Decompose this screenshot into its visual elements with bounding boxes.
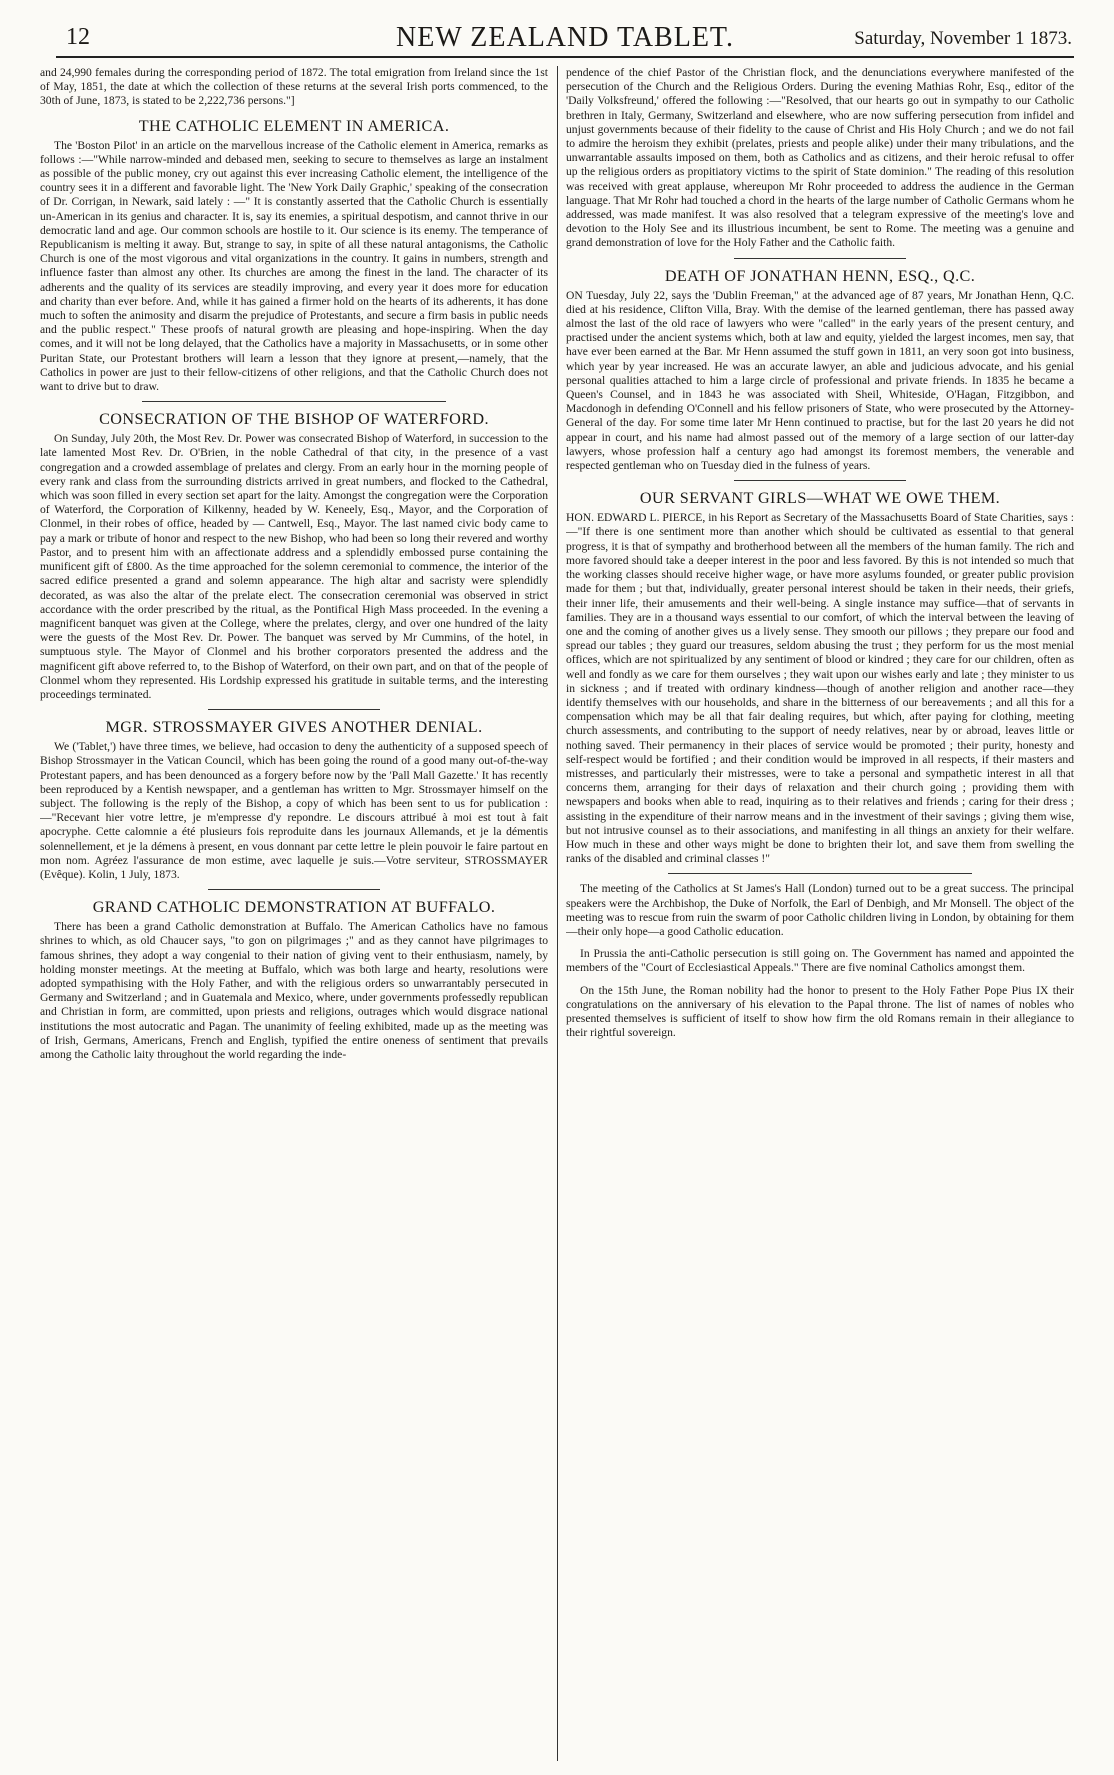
page-number: 12 bbox=[66, 24, 90, 50]
section-divider bbox=[734, 258, 907, 259]
strossmayer-heading: MGR. STROSSMAYER GIVES ANOTHER DENIAL. bbox=[105, 718, 483, 737]
left-column bbox=[40, 66, 548, 1761]
masthead bbox=[56, 22, 1074, 58]
issue-date: Saturday, November 1 1873. bbox=[854, 28, 1072, 49]
section-divider bbox=[208, 889, 381, 890]
henn-heading: DEATH OF JONATHAN HENN, ESQ., Q.C. bbox=[664, 266, 976, 285]
henn-text: ON Tuesday, July 22, says the 'Dublin Freeman," at the advanced age of 87 years, Mr Jonathan Henn, Q.C. died at his residence, Clifton Villa, Bray. With the demise of the learned gentleman, there has passed away almost the last of the old race of lawyers who were "called" in the early years of the present century, and practised under the ancient systems which, both at law and equity, yielded the largest incomes, men say, that have ever been earned at the Bar. Mr Henn assumed the stuff gown in 1811, an very soon got into business, which year by year increased. He was an accurate lawyer, an able and judicious advocate, and his genial personal qualities attached to him a large circle of professional and private friends. In 1835 he became a Queen's Counsel, and in 1843 he was associated with Sheil, Whiteside, O'Hagan, Fitzgibbon, and Macdonogh in defending O'Connell and his fellow prisoners of State, who were prosecuted by the Attorney-General of the day. For some time later Mr Henn continued to practise, but for the last 20 years he did not appear in court, and his name had almost passed out of the memory of a large section of our latter-day lawyers, whose profession half a century ago had amongst its foremost members, the venerable and respected gentleman who on Tuesday died in the fulness of years. bbox=[566, 288, 1074, 473]
emigration-paragraph: and 24,990 females during the corresponding period of 1872. The total emigration from Ireland since the 1st of May, 1851, the date at which the collection of these returns at the several Irish ports commenced, to the 30th of June, 1873, is stated to be 2,222,736 persons."] bbox=[40, 66, 548, 108]
servant-girls-heading: OUR SERVANT GIRLS—WHAT WE OWE THEM. bbox=[639, 489, 1001, 508]
buffalo-text: There has been a grand Catholic demonstration at Buffalo. The American Catholics have no famous shrines to which, as old Chaucer says, "to gon on pilgrimages ;" and as they cannot have pilgrimages to famous shrines, they adopt a way congenial to their nation of giving vent to their enthusiasm, namely, by holding monster meetings. At the meeting at Buffalo, which was both large and hearty, resolutions were adopted sympathising with the Holy Father, and with the religious orders so unwarrantably persecuted in Germany and Switzerland ; and in Guatemala and Mexico, where, under governments professedly republican and Christian in form, are committed, upon priests and religions, outrages which would disgrace national institutions the most autocratic and Pagan. The unanimity of feeling exhibited, made up as the meeting was of Irish, Germans, Americans, French and English, typified the entire oneness of sentiment that prevails among the Catholic laity throughout the world regarding the inde- bbox=[40, 920, 548, 1061]
prussia-note: In Prussia the anti-Catholic persecution is still going on. The Government has named and appointed the members of the "Court of Ecclesiastical Appeals." There are five nominal Catholics amongst them. bbox=[566, 947, 1074, 975]
buffalo-continued-text: pendence of the chief Pastor of the Christian flock, and the denunciations everywhere manifested of the persecution of the Church and the Religious Orders. During the evening Mathias Rohr, Esq., editor of the 'Daily Volksfreund,' offered the following :—"Resolved, that our hearts go out in sympathy to our Catholic brethren in Italy, Germany, Switzerland and elsewhere, who are now suffering persecution from infidel and unjust governments because of their fidelity to the cause of Christ and His Holy Church ; and we do not fail to admire the heroism they exhibit (prelates, priests and people alike) under their many tribulations, and the unwarrantable assaults imposed on them, both as Catholics and as citizens, and their heroic refusal to offer up the religious orders as propitiatory victims to the spirit of State dominion." The reading of this resolution was received with great applause, whereupon Mr Rohr proceeded to address the audience in the German language. That Mr Rohr had touched a chord in the hearts of the large number of Catholic Germans whom he addressed, was made manifest. It was also resolved that a telegram expressive of the meeting's love and devotion to the Holy See and its illustrious incumbent, be sent to Rome. The meeting was a genuine and grand demonstration of love for the Holy Father and the Catholic faith. bbox=[566, 66, 1074, 250]
catholic-element-heading: THE CATHOLIC ELEMENT IN AMERICA. bbox=[138, 116, 450, 135]
section-divider bbox=[142, 401, 447, 402]
catholic-element-text: The 'Boston Pilot' in an article on the marvellous increase of the Catholic element in America, remarks as follows :—"While narrow-minded and debased men, seeking to secure to themselves as large an instalment as possible of the public money, cry out against this ever increasing Catholic element, the intelligence of the country sees it in a different and favorable light. The 'New York Daily Graphic,' speaking of the consecration of Dr. Corrigan, in Newark, said lately : —" It is constantly asserted that the Catholic Church is essentially un-American in its genius and character. It is, say its enemies, a spiritual despotism, and cannot thrive in our democratic land and age. Our common schools are hostile to it. Our science is its enemy. The temperance of Republicanism is melting it away. But, strange to say, in spite of all these natural antagonisms, the Catholic Church is one of the most vigorous and vital organizations in the country. It gains in numbers, strength and influence faster than almost any other. Its churches are among the finest in the land. The character of its adherents and the quality of its services are steadily improving, and every year it does more for education and charity than ever before. And, while it has gained a firmer hold on the hearts of its adherents, it has done much to soften the animosity and disarm the prejudice of Protestants, and secure a firm basis in public needs and the public respect." These proofs of natural growth are pleasing and hope-inspiring. When the day comes, and it will not be long delayed, that the Catholics have a majority in Massachusetts, or in some other Puritan State, our Protestant brothers will learn a lesson that they ignore at present,—namely, that the Catholics in power are just to their fellow-citizens of other religions, and that the Catholic Church does not want to drive but to draw. bbox=[40, 138, 548, 394]
servant-girls-text: HON. EDWARD L. PIERCE, in his Report as Secretary of the Massachusetts Board of State Charities, says :—"If there is one sentiment more than another which should be cultivated as essential to that general progress, it is that of sympathy and brotherhood between all the members of the human family. The rich and more favored should take a deeper interest in the poor and less favored. By this is not intended so much that the working classes should receive higher wage, or have more asylums founded, or greater public provision made for them ; but that, individually, greater personal interest should be taken in their needs, their griefs, their inner life, their amusements and their well-being. A single instance may suffice—that of servants in families. They are in a thousand ways essential to our comfort, of which the interval between the leaving of one and the coming of another gives us a lively sense. They smooth our pillows ; they prepare our food and spread our tables ; they guard our treasures, seldom abusing the trust ; they perform for us the most menial offices, which are not spiritualized by any sentiment of blood or kindred ; they care for our children, often as well and fondly as we care for them ourselves ; they wait upon our wishes early and late ; they minister to us in sickness ; and if treated with ordinary kindness—though of another religion and another race—they identify themselves with our households, and share in the bitterness of our bereavements ; and all this for a compensation which may be all that fair dealing requires, but which, after paying for clothing, meeting church assessments, and contributing to the support of needy relatives, near by or abroad, leaves little or nothing saved. Their permanency in their places of service would be promoted ; their purity, honesty and self-respect would be fortified ; and their condition would be improved in all respects, if their masters and mistresses, and particularly their mistresses, were to take a personal and sympathetic interest in all that concerns them, arranging for their days of relaxation and their church going ; providing them with newspapers and books when able to read, inquiring as to their relatives and friends ; caring for their dress ; assisting in the expenditure of their narrow means and in the investment of their savings ; giving them wise, but not intrusive counsel as to their associations, and manifesting in all things an anxiety for their welfare. How much in these and other ways might be done to brighten their lot, and save them from swelling the ranks of the disabled and criminal classes !" bbox=[566, 511, 1074, 866]
section-divider bbox=[208, 709, 381, 710]
waterford-heading: CONSECRATION OF THE BISHOP OF WATERFORD. bbox=[99, 410, 489, 429]
section-divider bbox=[668, 873, 973, 874]
waterford-text: On Sunday, July 20th, the Most Rev. Dr. Power was consecrated Bishop of Waterford, in succession to the late lamented Most Rev. Dr. O'Brien, in the noble Cathedral of that city, in the presence of a vast congregation and a crowded assemblage of prelates and clergy. From an early hour in the morning people of every rank and class from the surrounding districts arrived in great numbers, and flocked to the Cathedral, which was soon filled in every section set apart for the laity. Amongst the congregation were the Corporation of Waterford, the Corporation of Kilkenny, headed by W. Keneely, Esq., Mayor, and the Corporation of Clonmel, in their robes of office, headed by — Cantwell, Esq., Mayor. The last named civic body came to pay a mark or tribute of honor and respect to the new Bishop, who had been so long their revered and worthy Pastor, and to present him with an affectionate address and a splendidly embossed purse containing the munificent gift of £800. As the time approached for the solemn ceremonial to commence, the interior of the sacred edifice presented a grand and solemn appearance. The high altar and sacristy were splendidly decorated, as was also the altar of the prelate elect. The consecration ceremonial was observed in strict accordance with the order prescribed by the ritual, as the Pontifical High Mass proceeded. In the evening a magnificent banquet was given at the College, where the prelates, clergy, and over one hundred of the laity were the guests of the Most Rev. Dr. Power. The banquet was served by Mr Cummins, of the hotel, in sumptuous style. The Mayor of Clonmel and his brother corporators presented the address and the magnificent gift above referred to, to the Bishop of Waterford, on their own part, and on that of the people of Clonmel whom they represented. His Lordship expressed his gratitude in suitable terms, and the interesting proceedings terminated. bbox=[40, 432, 548, 701]
strossmayer-text: We ('Tablet,') have three times, we believe, had occasion to deny the authenticity of a supposed speech of Bishop Strossmayer in the Vatican Council, which has been going the round of a good many out-of-the-way Protestant papers, and has been denounced as a forgery before now by the 'Pall Mall Gazette.' It has recently been reproduced by a Kentish newspaper, and a gentleman has written to Mgr. Strossmayer himself on the subject. The following is the reply of the Bishop, a copy of which has been sent to us for publication :—"Recevant hier votre lettre, je m'empresse d'y repondre. Le discours attribué à moi est tout à fait apocryphe. Cette calomnie a été plusieurs fois reproduite dans les journaux Allemands, et je la démentis solennellement, et je la démens à present, en vous donnant par cette lettre le plein pouvoir le faire partout en mon nom. Agréez l'assurance de mon estime, avec laquelle je suis.—Votre serviteur, STROSSMAYER (Evêque). Kolin, 1 July, 1873. bbox=[40, 740, 548, 881]
roman-nobility-note: On the 15th June, the Roman nobility had the honor to present to the Holy Father Pope Pius IX their congratulations on the anniversary of his elevation to the Papal throne. The list of names of nobles who presented themselves is sufficient of itself to show how firm the old Romans remain in their allegiance to their rightful sovereign. bbox=[566, 983, 1074, 1040]
london-meeting-note: The meeting of the Catholics at St James's Hall (London) turned out to be a great success. The principal speakers were the Archbishop, the Duke of Norfolk, the Earl of Denbigh, and Mr Monsell. The object of the meeting was to rescue from ruin the swarm of poor Catholic children living in London, by obtaining for them—their only hope—a good Catholic education. bbox=[566, 882, 1074, 938]
section-divider bbox=[734, 480, 907, 481]
column-rule bbox=[557, 66, 558, 1761]
buffalo-heading: GRAND CATHOLIC DEMONSTRATION AT BUFFALO. bbox=[92, 898, 496, 917]
newspaper-title: NEW ZEALAND TABLET. bbox=[396, 22, 734, 53]
right-column bbox=[566, 66, 1074, 1761]
